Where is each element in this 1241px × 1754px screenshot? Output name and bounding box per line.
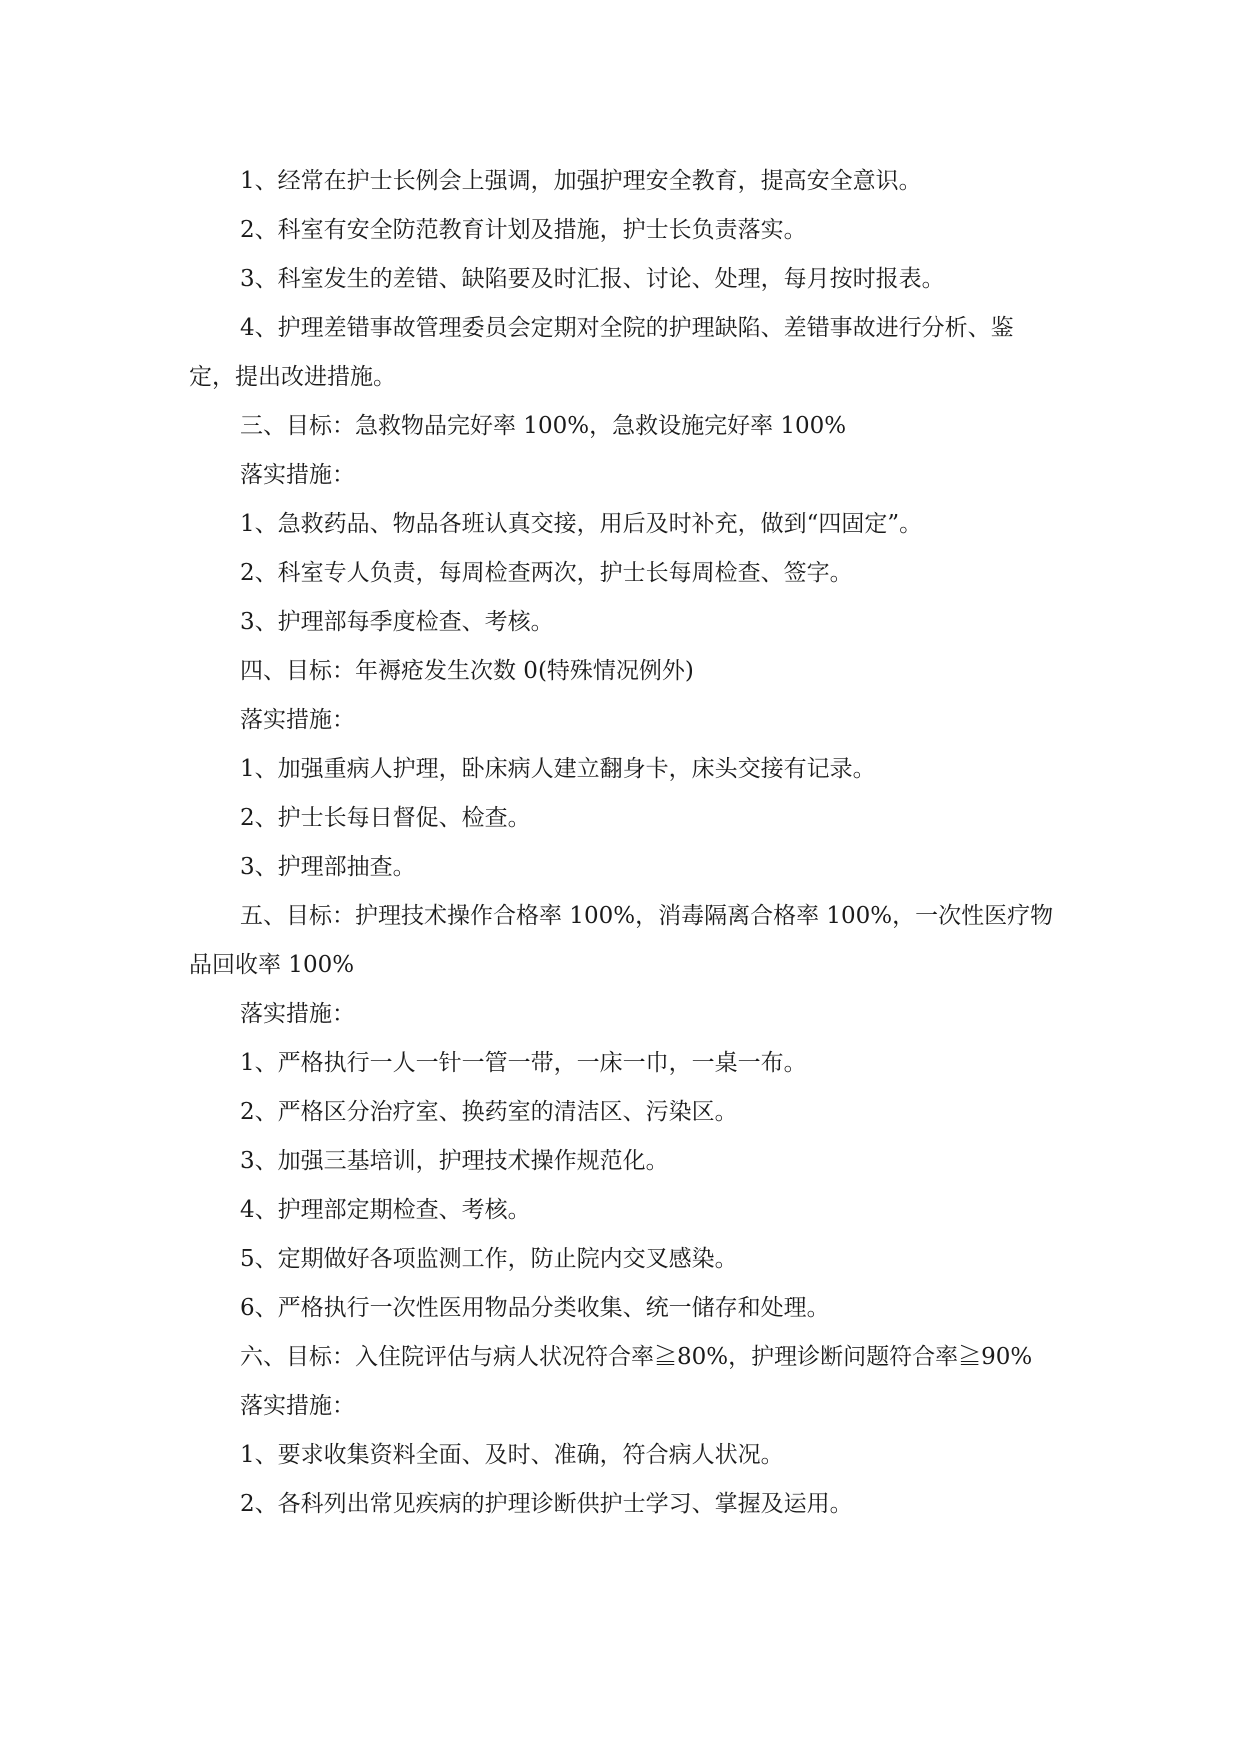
measures-label: 落实措施： <box>240 707 355 733</box>
measures-label: 落实措施： <box>240 1001 355 1027</box>
section-heading: 三、目标：急救物品完好率 100%，急救设施完好率 100% <box>240 413 847 439</box>
document-body <box>189 157 1059 1529</box>
paragraph: 2、科室有安全防范教育计划及措施，护士长负责落实。 <box>240 217 807 243</box>
paragraph: 2、科室专人负责，每周检查两次，护士长每周检查、签字。 <box>240 560 853 586</box>
section-heading: 四、目标：年褥疮发生次数 0(特殊情况例外) <box>240 658 694 684</box>
paragraph: 3、护理部每季度检查、考核。 <box>240 609 554 635</box>
section-heading: 五、目标：护理技术操作合格率 100%，消毒隔离合格率 100%，一次性医疗物品回收率 100% <box>189 903 1054 978</box>
paragraph: 1、要求收集资料全面、及时、准确，符合病人状况。 <box>240 1442 784 1468</box>
section-heading: 六、目标：入住院评估与病人状况符合率≧80%，护理诊断问题符合率≧90% <box>240 1344 1033 1370</box>
paragraph: 1、加强重病人护理，卧床病人建立翻身卡，床头交接有记录。 <box>240 756 876 782</box>
paragraph: 3、科室发生的差错、缺陷要及时汇报、讨论、处理，每月按时报表。 <box>240 266 945 292</box>
measures-label: 落实措施： <box>240 1393 355 1419</box>
paragraph: 3、护理部抽查。 <box>240 854 416 880</box>
paragraph: 1、经常在护士长例会上强调，加强护理安全教育，提高安全意识。 <box>240 168 922 194</box>
paragraph: 5、定期做好各项监测工作，防止院内交叉感染。 <box>240 1246 738 1272</box>
paragraph: 3、加强三基培训，护理技术操作规范化。 <box>240 1148 669 1174</box>
paragraph: 1、急救药品、物品各班认真交接，用后及时补充，做到“四固定”。 <box>240 511 923 537</box>
paragraph: 1、严格执行一人一针一管一带，一床一巾，一桌一布。 <box>240 1050 807 1076</box>
paragraph: 2、护士长每日督促、检查。 <box>240 805 531 831</box>
paragraph: 2、严格区分治疗室、换药室的清洁区、污染区。 <box>240 1099 738 1125</box>
paragraph: 4、护理部定期检查、考核。 <box>240 1197 531 1223</box>
paragraph: 4、护理差错事故管理委员会定期对全院的护理缺陷、差错事故进行分析、鉴定，提出改进措施。 <box>189 315 1014 390</box>
paragraph: 2、各科列出常见疾病的护理诊断供护士学习、掌握及运用。 <box>240 1491 853 1517</box>
paragraph: 6、严格执行一次性医用物品分类收集、统一储存和处理。 <box>240 1295 830 1321</box>
measures-label: 落实措施： <box>240 462 355 488</box>
